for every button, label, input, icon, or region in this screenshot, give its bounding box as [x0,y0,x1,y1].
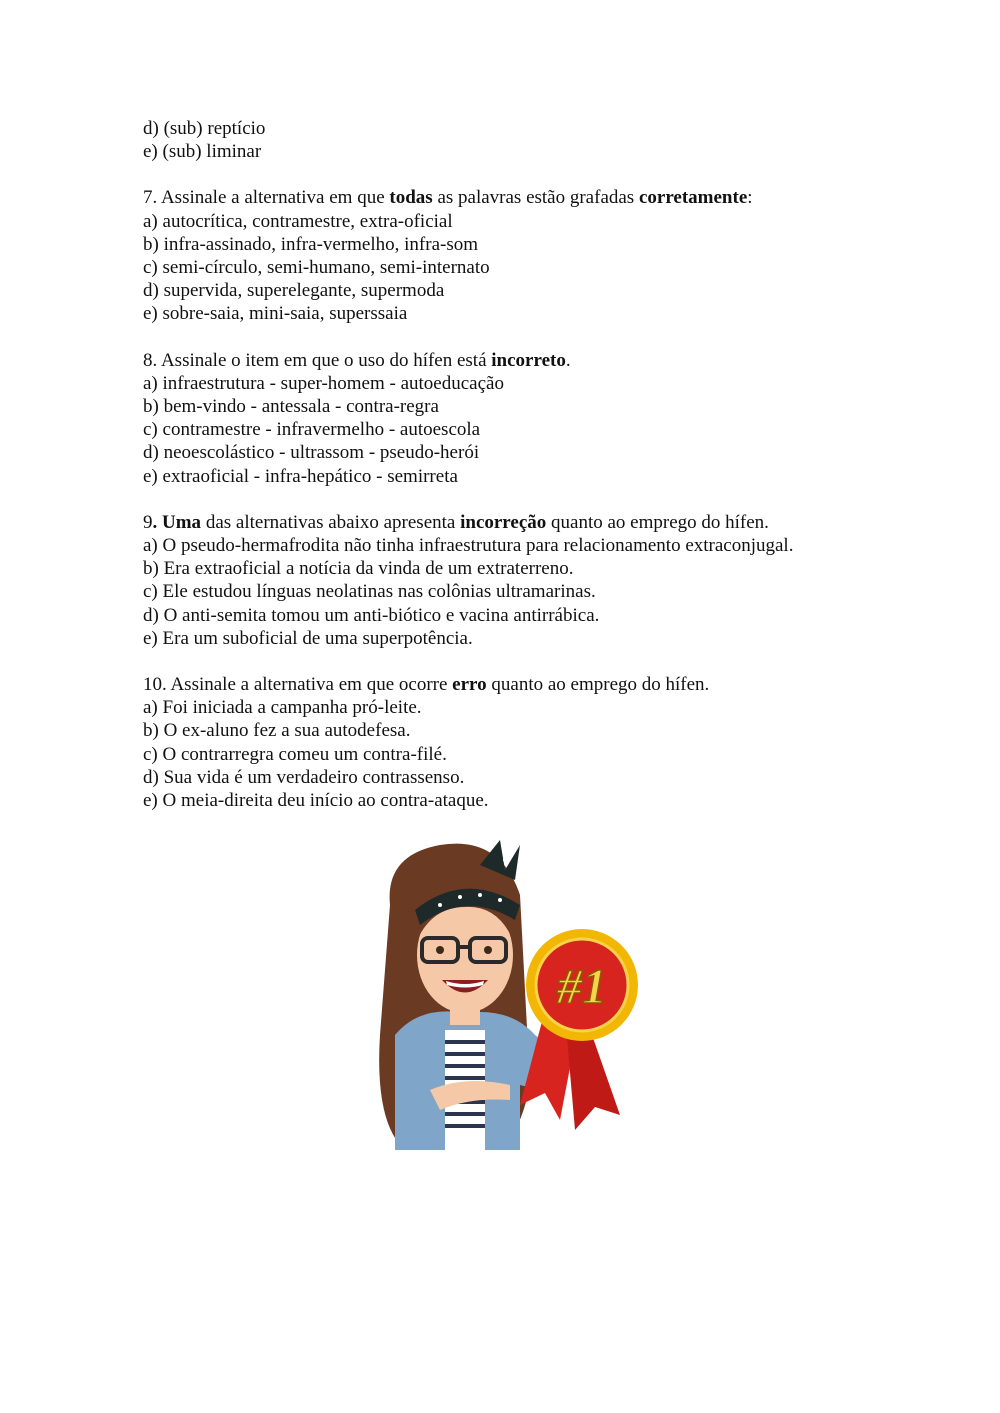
question-9-option-b: b) Era extraoficial a notícia da vinda de um extraterreno. [143,558,574,580]
right-eye [484,946,492,954]
badge-label: #1 [557,958,607,1014]
question-7-option-d: d) supervida, superelegante, supermoda [143,280,445,302]
question-7-option-c: c) semi-círculo, semi-humano, semi-internato [143,257,490,279]
question-9-option-a: a) O pseudo-hermafrodita não tinha infraestrutura para relacionamento extraconjugal. [143,535,794,557]
question-8-option-b: b) bem-vindo - antessala - contra-regra [143,396,439,418]
option-prev-e: e) (sub) liminar [143,141,262,163]
question-8-option-c: c) contramestre - infravermelho - autoescola [143,419,481,441]
question-9-option-d: d) O anti-semita tomou um anti-biótico e vacina antirrábica. [143,604,600,626]
question-7-option-a: a) autocrítica, contramestre, extra-oficial [143,210,453,232]
question-7-option-e: e) sobre-saia, mini-saia, superssaia [143,303,408,325]
question-10-option-d: d) Sua vida é um verdadeiro contrassenso. [143,766,465,788]
question-8-stem: 8. Assinale o item em que o uso do hífen está incorreto. [143,349,571,371]
question-8-option-e: e) extraoficial - infra-hepático - semirreta [143,465,458,487]
question-9-option-e: e) Era um suboficial de uma superpotência. [143,627,473,649]
question-7-option-b: b) infra-assinado, infra-vermelho, infra-som [143,233,479,255]
worksheet-page [143,117,963,812]
question-9-stem: 9. Uma das alternativas abaixo apresenta incorreção quanto ao emprego do hífen. [143,511,769,533]
teacher-avatar-illustration [370,835,645,1150]
option-prev-d: d) (sub) reptício [143,118,266,139]
question-10-option-e: e) O meia-direita deu início ao contra-ataque. [143,790,489,812]
question-8-option-a: a) infraestrutura - super-homem - autoeducação [143,372,504,394]
question-10-option-a: a) Foi iniciada a campanha pró-leite. [143,697,422,719]
question-9-option-c: c) Ele estudou línguas neolatinas nas colônias ultramarinas. [143,581,596,603]
question-10-option-b: b) O ex-aluno fez a sua autodefesa. [143,720,411,742]
question-10-stem: 10. Assinale a alternativa em que ocorre erro quanto ao emprego do hífen. [143,674,710,696]
left-eye [436,946,444,954]
question-8-option-d: d) neoescolástico - ultrassom - pseudo-herói [143,442,480,464]
question-10-option-c: c) O contrarregra comeu um contra-filé. [143,743,447,765]
question-7-stem: 7. Assinale a alternativa em que todas as palavras estão grafadas corretamente: [143,187,753,209]
